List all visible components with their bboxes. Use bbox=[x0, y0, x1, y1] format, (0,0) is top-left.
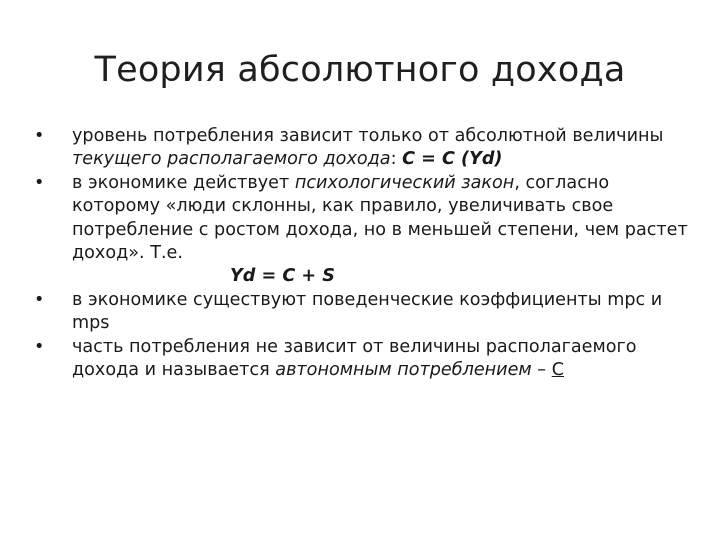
bullet-2-formula-line bbox=[72, 265, 698, 288]
bullet-item-3 bbox=[34, 289, 698, 336]
bullet-1-formula: C = C (Yd) bbox=[402, 149, 503, 170]
bullet-3-text: в экономике существуют поведенческие коэффициенты mpc и mps bbox=[72, 289, 663, 334]
bullet-icon: • bbox=[34, 172, 45, 193]
bullet-4-italic: автономным потреблением bbox=[275, 360, 532, 381]
bullet-item-1 bbox=[34, 125, 698, 172]
bullet-item-4 bbox=[34, 336, 698, 383]
bullet-4-dash: – bbox=[531, 360, 552, 381]
bullet-1-text: уровень потребления зависит только от абсолютной величины bbox=[72, 126, 664, 146]
bullet-1-italic: текущего располагаемого дохода bbox=[72, 149, 391, 170]
bullet-1-colon: : bbox=[390, 149, 403, 170]
bullet-2-text-start: в экономике действует bbox=[72, 172, 295, 193]
bullet-2-text-rest: , согласно которому «люди склонны, как правило, увеличивать свое потребление с ростом дохода, но в меньшей степени, чем растет доход». Т.е. bbox=[72, 172, 688, 264]
bullet-icon: • bbox=[34, 289, 45, 310]
bullet-2-italic: психологический закон bbox=[294, 172, 515, 193]
bullet-4-symbol: C bbox=[551, 360, 564, 381]
bullet-item-2 bbox=[34, 172, 698, 289]
bullet-icon: • bbox=[34, 126, 45, 146]
slide-title: Теория абсолютного дохода bbox=[94, 50, 626, 90]
bullet-2-formula: Yd = C + S bbox=[230, 266, 335, 287]
bullet-icon: • bbox=[34, 336, 45, 357]
bullet-list bbox=[34, 125, 698, 382]
bullet-4-text: часть потребления не зависит от величины располагаемого дохода и называется bbox=[72, 336, 637, 381]
